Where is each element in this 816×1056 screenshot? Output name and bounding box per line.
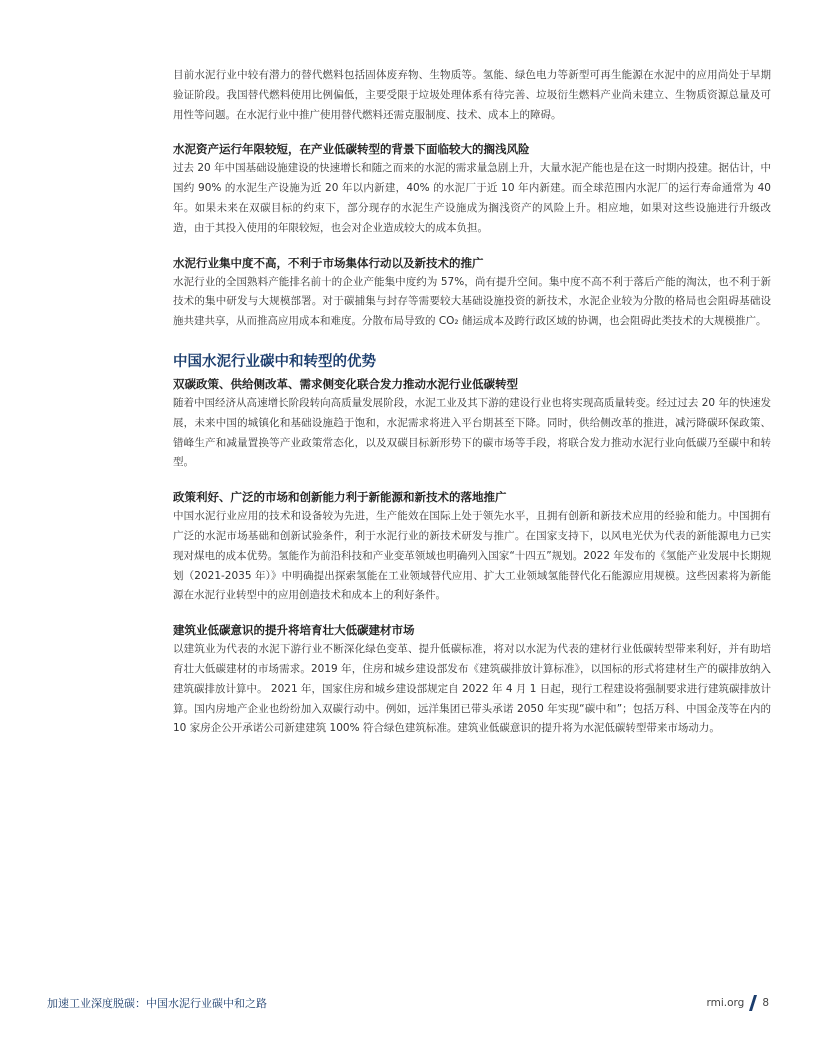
section-heading-asset-stranding: 水泥资产运行年限较短，在产业低碳转型的背景下面临较大的搁浅风险 (173, 142, 530, 157)
section-body-industry-concentration: 水泥行业的全国熟料产能排名前十的企业产能集中度约为 57%，尚有提升空间。集中度不高不利于落后产能的淘汰，也不利于新技术的集中研发与大规模部署。对于碳捕集与封存等需要较大基础设施投资的新技术，水泥企业较为分散的格局也会阻碍基础设施共建共享，从而推高应用成本和难度。分散布局导致的 CO₂ 储运成本及跨行政区域的协调，也会阻碍此类技术的大规模推广。 (173, 275, 771, 328)
section-body-policy-drivers: 随着中国经济从高速增长阶段转向高质量发展阶段，水泥工业及其下游的建设行业也将实现高质量转变。经过过去 20 年的快速发展，未来中国的城镇化和基础设施趋于饱和，水泥需求将进入平台期甚至下降。同时，供给侧改革的推进，减污降碳环保政策、错峰生产和减量置换等产业政策常态化，以及双碳目标新形势下的碳市场等手段，将联合发力推动水泥行业向低碳乃至碳中和转型。 (173, 396, 771, 469)
intro-paragraph: 目前水泥行业中较有潜力的替代燃料包括固体废弃物、生物质等。氢能、绿色电力等新型可再生能源在水泥中的应用尚处于早期验证阶段。我国替代燃料使用比例偏低，主要受限于垃圾处理体系有待完善、垃圾衍生燃料产业尚未建立、生物质资源总量及可用性等问题。在水泥行业中推广使用替代燃料还需克服制度、技术、成本上的障碍。 (173, 69, 771, 121)
footer-report-title: 加速工业深度脱碳：中国水泥行业碳中和之路 (47, 997, 267, 1010)
footer-site-link[interactable]: rmi.org (706, 997, 745, 1009)
section-heading-industry-concentration: 水泥行业集中度不高，不利于市场集体行动以及新技术的推广 (173, 255, 484, 270)
section-body-asset-stranding: 过去 20 年中国基础设施建设的快速增长和随之而来的水泥的需求量急剧上升，大量水泥产能也是在这一时期内投建。据估计，中国约 90% 的水泥生产设施为近 20 年以内新建，40% 的水泥厂于近 10 年内新建。而全球范围内水泥厂的运行寿命通常为 40 年。如果未来在双碳目标的约束下，部分现存的水泥生产设施成为搁浅资产的风险上升。相应地，如果对这些设施进行升级改造，由于其投入使用的年限较短，也会对企业造成较大的成本负担。 (173, 162, 771, 234)
section-heading-policy-drivers: 双碳政策、供给侧改革、需求侧变化联合发力推动水泥行业低碳转型 (173, 376, 518, 391)
section-body-building-market: 以建筑业为代表的水泥下游行业不断深化绿色变革、提升低碳标准，将对以水泥为代表的建材行业低碳转型带来利好，并有助培育壮大低碳建材的市场需求。2019 年，住房和城乡建设部发布《建筑碳排放计算标准》，以国标的形式将建材生产的碳排放纳入建筑碳排放计算中。 2021 年，国家住房和城乡建设部规定自 2022 年 4 月 1 日起，现行工程建设将强制要求进行建筑碳排放计算。国内房地产企业也纷纷加入双碳行动中。例如，远洋集团已带头承诺 2050 年实现“碳中和”；包括万科、中国金茂等在内的 10 家房企公开承诺公司新建建筑 100% 符合绿色建筑标准。建筑业低碳意识的提升将为水泥低碳转型带来市场动力。 (173, 643, 771, 735)
slash-divider-icon (747, 995, 759, 1011)
document-body (173, 66, 771, 739)
section-heading-building-market: 建筑业低碳意识的提升将培育壮大低碳建材市场 (173, 623, 415, 638)
page-number: 8 (762, 997, 769, 1009)
footer-page-info (706, 995, 769, 1011)
section-body-new-technology: 中国水泥行业应用的技术和设备较为先进，生产能效在国际上处于领先水平，且拥有创新和新技术应用的经验和能力。中国拥有广泛的水泥市场基础和创新试验条件，利于水泥行业的新技术研发与推广。在国家支持下，以风电光伏为代表的新能源电力已实现对煤电的成本优势。氢能作为前沿科技和产业变革领域也明确列入国家“十四五”规划。2022 年发布的《氢能产业发展中长期规划（2021-2035 年）》中明确提出探索氢能在工业领域替代应用、扩大工业领域氢能替代化石能源应用规模。这些因素将为新能源在水泥行业转型中的应用创造技术和成本上的利好条件。 (173, 510, 771, 602)
page-footer (47, 995, 769, 1015)
section-heading-new-technology: 政策利好、广泛的市场和创新能力利于新能源和新技术的落地推广 (173, 490, 507, 505)
main-section-title: 中国水泥行业碳中和转型的优势 (173, 353, 376, 370)
